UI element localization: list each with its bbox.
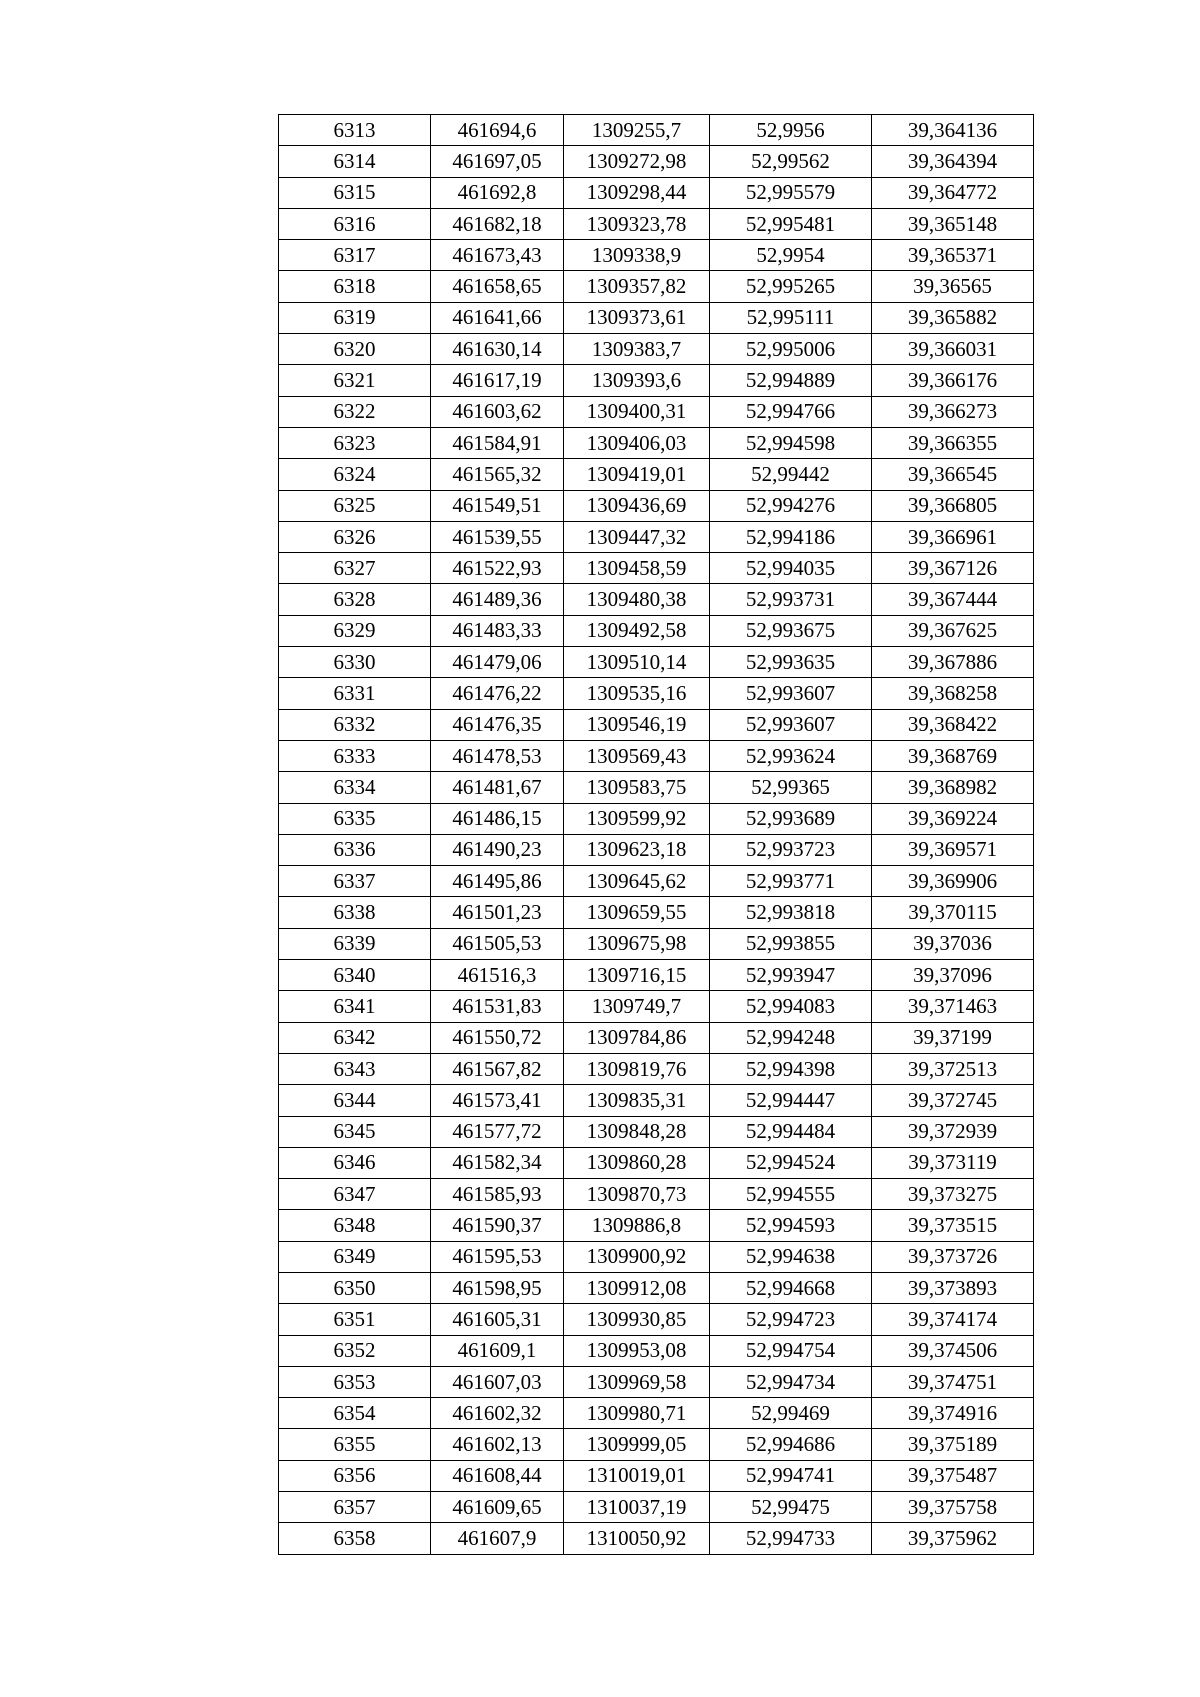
longitude-cell: 39,370115 (872, 897, 1034, 928)
longitude-cell: 39,366176 (872, 365, 1034, 396)
latitude-cell: 52,99442 (710, 459, 872, 490)
longitude-cell: 39,368422 (872, 709, 1034, 740)
table-row (279, 490, 1034, 521)
point-number-cell: 6332 (279, 709, 431, 740)
table-row (279, 1335, 1034, 1366)
point-number-cell: 6358 (279, 1523, 431, 1554)
x-coordinate-cell: 461602,13 (431, 1429, 564, 1460)
point-number-cell: 6357 (279, 1492, 431, 1523)
longitude-cell: 39,365371 (872, 240, 1034, 271)
table-row (279, 208, 1034, 239)
y-coordinate-cell: 1309912,08 (564, 1272, 710, 1303)
point-number-cell: 6354 (279, 1398, 431, 1429)
latitude-cell: 52,994766 (710, 396, 872, 427)
longitude-cell: 39,373515 (872, 1210, 1034, 1241)
point-number-cell: 6338 (279, 897, 431, 928)
longitude-cell: 39,372745 (872, 1085, 1034, 1116)
table-row (279, 928, 1034, 959)
point-number-cell: 6355 (279, 1429, 431, 1460)
point-number-cell: 6319 (279, 302, 431, 333)
latitude-cell: 52,993731 (710, 584, 872, 615)
table-row (279, 803, 1034, 834)
y-coordinate-cell: 1309675,98 (564, 928, 710, 959)
x-coordinate-cell: 461630,14 (431, 334, 564, 365)
latitude-cell: 52,994754 (710, 1335, 872, 1366)
point-number-cell: 6339 (279, 928, 431, 959)
table-row (279, 1053, 1034, 1084)
latitude-cell: 52,99365 (710, 772, 872, 803)
point-number-cell: 6325 (279, 490, 431, 521)
x-coordinate-cell: 461590,37 (431, 1210, 564, 1241)
latitude-cell: 52,994733 (710, 1523, 872, 1554)
table-row (279, 1085, 1034, 1116)
latitude-cell: 52,994593 (710, 1210, 872, 1241)
point-number-cell: 6331 (279, 678, 431, 709)
table-row (279, 1429, 1034, 1460)
table-row (279, 1179, 1034, 1210)
point-number-cell: 6327 (279, 553, 431, 584)
x-coordinate-cell: 461582,34 (431, 1147, 564, 1178)
x-coordinate-cell: 461608,44 (431, 1460, 564, 1491)
point-number-cell: 6335 (279, 803, 431, 834)
latitude-cell: 52,993947 (710, 960, 872, 991)
latitude-cell: 52,995006 (710, 334, 872, 365)
y-coordinate-cell: 1309599,92 (564, 803, 710, 834)
x-coordinate-cell: 461692,8 (431, 177, 564, 208)
latitude-cell: 52,99562 (710, 146, 872, 177)
point-number-cell: 6333 (279, 740, 431, 771)
table-row (279, 709, 1034, 740)
latitude-cell: 52,994734 (710, 1366, 872, 1397)
x-coordinate-cell: 461476,22 (431, 678, 564, 709)
latitude-cell: 52,995579 (710, 177, 872, 208)
latitude-cell: 52,994035 (710, 553, 872, 584)
y-coordinate-cell: 1310050,92 (564, 1523, 710, 1554)
longitude-cell: 39,368769 (872, 740, 1034, 771)
point-number-cell: 6345 (279, 1116, 431, 1147)
longitude-cell: 39,373893 (872, 1272, 1034, 1303)
longitude-cell: 39,367126 (872, 553, 1034, 584)
y-coordinate-cell: 1309298,44 (564, 177, 710, 208)
point-number-cell: 6317 (279, 240, 431, 271)
point-number-cell: 6348 (279, 1210, 431, 1241)
x-coordinate-cell: 461598,95 (431, 1272, 564, 1303)
table-row (279, 459, 1034, 490)
x-coordinate-cell: 461584,91 (431, 427, 564, 458)
longitude-cell: 39,374174 (872, 1304, 1034, 1335)
x-coordinate-cell: 461617,19 (431, 365, 564, 396)
latitude-cell: 52,9956 (710, 115, 872, 146)
latitude-cell: 52,993818 (710, 897, 872, 928)
y-coordinate-cell: 1309357,82 (564, 271, 710, 302)
point-number-cell: 6321 (279, 365, 431, 396)
y-coordinate-cell: 1309323,78 (564, 208, 710, 239)
y-coordinate-cell: 1309623,18 (564, 834, 710, 865)
longitude-cell: 39,365148 (872, 208, 1034, 239)
y-coordinate-cell: 1309373,61 (564, 302, 710, 333)
y-coordinate-cell: 1309848,28 (564, 1116, 710, 1147)
x-coordinate-cell: 461476,35 (431, 709, 564, 740)
longitude-cell: 39,375758 (872, 1492, 1034, 1523)
latitude-cell: 52,994638 (710, 1241, 872, 1272)
latitude-cell: 52,993635 (710, 647, 872, 678)
x-coordinate-cell: 461658,65 (431, 271, 564, 302)
x-coordinate-cell: 461549,51 (431, 490, 564, 521)
longitude-cell: 39,369906 (872, 866, 1034, 897)
table-row (279, 1492, 1034, 1523)
longitude-cell: 39,368982 (872, 772, 1034, 803)
x-coordinate-cell: 461505,53 (431, 928, 564, 959)
x-coordinate-cell: 461603,62 (431, 396, 564, 427)
y-coordinate-cell: 1309999,05 (564, 1429, 710, 1460)
longitude-cell: 39,37199 (872, 1022, 1034, 1053)
x-coordinate-cell: 461501,23 (431, 897, 564, 928)
longitude-cell: 39,367444 (872, 584, 1034, 615)
longitude-cell: 39,366961 (872, 521, 1034, 552)
x-coordinate-cell: 461522,93 (431, 553, 564, 584)
longitude-cell: 39,375962 (872, 1523, 1034, 1554)
latitude-cell: 52,994398 (710, 1053, 872, 1084)
x-coordinate-cell: 461641,66 (431, 302, 564, 333)
point-number-cell: 6346 (279, 1147, 431, 1178)
point-number-cell: 6337 (279, 866, 431, 897)
coordinates-table-body (279, 115, 1034, 1555)
table-row (279, 647, 1034, 678)
x-coordinate-cell: 461489,36 (431, 584, 564, 615)
y-coordinate-cell: 1309546,19 (564, 709, 710, 740)
latitude-cell: 52,993607 (710, 709, 872, 740)
table-row (279, 1147, 1034, 1178)
latitude-cell: 52,99469 (710, 1398, 872, 1429)
coordinates-table (278, 114, 1034, 1555)
latitude-cell: 52,993689 (710, 803, 872, 834)
table-row (279, 1241, 1034, 1272)
latitude-cell: 52,993855 (710, 928, 872, 959)
table-row (279, 146, 1034, 177)
latitude-cell: 52,994598 (710, 427, 872, 458)
x-coordinate-cell: 461539,55 (431, 521, 564, 552)
latitude-cell: 52,994555 (710, 1179, 872, 1210)
table-row (279, 427, 1034, 458)
x-coordinate-cell: 461673,43 (431, 240, 564, 271)
table-row (279, 584, 1034, 615)
latitude-cell: 52,995265 (710, 271, 872, 302)
latitude-cell: 52,994723 (710, 1304, 872, 1335)
table-row (279, 960, 1034, 991)
y-coordinate-cell: 1309930,85 (564, 1304, 710, 1335)
longitude-cell: 39,366273 (872, 396, 1034, 427)
point-number-cell: 6313 (279, 115, 431, 146)
x-coordinate-cell: 461609,65 (431, 1492, 564, 1523)
y-coordinate-cell: 1309835,31 (564, 1085, 710, 1116)
latitude-cell: 52,995111 (710, 302, 872, 333)
point-number-cell: 6343 (279, 1053, 431, 1084)
y-coordinate-cell: 1309583,75 (564, 772, 710, 803)
latitude-cell: 52,993723 (710, 834, 872, 865)
y-coordinate-cell: 1309535,16 (564, 678, 710, 709)
latitude-cell: 52,994686 (710, 1429, 872, 1460)
y-coordinate-cell: 1309819,76 (564, 1053, 710, 1084)
x-coordinate-cell: 461605,31 (431, 1304, 564, 1335)
y-coordinate-cell: 1309645,62 (564, 866, 710, 897)
table-row (279, 1210, 1034, 1241)
longitude-cell: 39,374751 (872, 1366, 1034, 1397)
longitude-cell: 39,367886 (872, 647, 1034, 678)
longitude-cell: 39,366031 (872, 334, 1034, 365)
y-coordinate-cell: 1309716,15 (564, 960, 710, 991)
point-number-cell: 6344 (279, 1085, 431, 1116)
y-coordinate-cell: 1309406,03 (564, 427, 710, 458)
x-coordinate-cell: 461682,18 (431, 208, 564, 239)
point-number-cell: 6356 (279, 1460, 431, 1491)
x-coordinate-cell: 461595,53 (431, 1241, 564, 1272)
table-row (279, 615, 1034, 646)
x-coordinate-cell: 461531,83 (431, 991, 564, 1022)
point-number-cell: 6326 (279, 521, 431, 552)
y-coordinate-cell: 1309953,08 (564, 1335, 710, 1366)
table-row (279, 1304, 1034, 1335)
point-number-cell: 6320 (279, 334, 431, 365)
latitude-cell: 52,9954 (710, 240, 872, 271)
longitude-cell: 39,372513 (872, 1053, 1034, 1084)
latitude-cell: 52,99475 (710, 1492, 872, 1523)
longitude-cell: 39,372939 (872, 1116, 1034, 1147)
longitude-cell: 39,368258 (872, 678, 1034, 709)
x-coordinate-cell: 461486,15 (431, 803, 564, 834)
y-coordinate-cell: 1309458,59 (564, 553, 710, 584)
table-row (279, 271, 1034, 302)
latitude-cell: 52,994889 (710, 365, 872, 396)
x-coordinate-cell: 461577,72 (431, 1116, 564, 1147)
latitude-cell: 52,994447 (710, 1085, 872, 1116)
longitude-cell: 39,36565 (872, 271, 1034, 302)
x-coordinate-cell: 461602,32 (431, 1398, 564, 1429)
point-number-cell: 6334 (279, 772, 431, 803)
table-row (279, 1116, 1034, 1147)
latitude-cell: 52,994248 (710, 1022, 872, 1053)
x-coordinate-cell: 461490,23 (431, 834, 564, 865)
longitude-cell: 39,364772 (872, 177, 1034, 208)
point-number-cell: 6347 (279, 1179, 431, 1210)
y-coordinate-cell: 1309338,9 (564, 240, 710, 271)
x-coordinate-cell: 461585,93 (431, 1179, 564, 1210)
point-number-cell: 6315 (279, 177, 431, 208)
longitude-cell: 39,371463 (872, 991, 1034, 1022)
longitude-cell: 39,365882 (872, 302, 1034, 333)
table-row (279, 334, 1034, 365)
longitude-cell: 39,364394 (872, 146, 1034, 177)
table-row (279, 678, 1034, 709)
table-row (279, 1366, 1034, 1397)
y-coordinate-cell: 1309383,7 (564, 334, 710, 365)
y-coordinate-cell: 1310019,01 (564, 1460, 710, 1491)
y-coordinate-cell: 1309980,71 (564, 1398, 710, 1429)
table-row (279, 177, 1034, 208)
y-coordinate-cell: 1309886,8 (564, 1210, 710, 1241)
point-number-cell: 6353 (279, 1366, 431, 1397)
table-row (279, 772, 1034, 803)
table-row (279, 365, 1034, 396)
table-row (279, 991, 1034, 1022)
y-coordinate-cell: 1309749,7 (564, 991, 710, 1022)
longitude-cell: 39,369571 (872, 834, 1034, 865)
point-number-cell: 6328 (279, 584, 431, 615)
y-coordinate-cell: 1309784,86 (564, 1022, 710, 1053)
latitude-cell: 52,993771 (710, 866, 872, 897)
latitude-cell: 52,994276 (710, 490, 872, 521)
table-row (279, 302, 1034, 333)
y-coordinate-cell: 1309447,32 (564, 521, 710, 552)
point-number-cell: 6342 (279, 1022, 431, 1053)
y-coordinate-cell: 1309900,92 (564, 1241, 710, 1272)
y-coordinate-cell: 1309510,14 (564, 647, 710, 678)
longitude-cell: 39,375189 (872, 1429, 1034, 1460)
latitude-cell: 52,994484 (710, 1116, 872, 1147)
point-number-cell: 6341 (279, 991, 431, 1022)
y-coordinate-cell: 1309569,43 (564, 740, 710, 771)
point-number-cell: 6318 (279, 271, 431, 302)
table-row (279, 740, 1034, 771)
y-coordinate-cell: 1309860,28 (564, 1147, 710, 1178)
y-coordinate-cell: 1309969,58 (564, 1366, 710, 1397)
longitude-cell: 39,373275 (872, 1179, 1034, 1210)
longitude-cell: 39,373119 (872, 1147, 1034, 1178)
y-coordinate-cell: 1309436,69 (564, 490, 710, 521)
table-row (279, 834, 1034, 865)
longitude-cell: 39,37096 (872, 960, 1034, 991)
latitude-cell: 52,994524 (710, 1147, 872, 1178)
latitude-cell: 52,993675 (710, 615, 872, 646)
y-coordinate-cell: 1309272,98 (564, 146, 710, 177)
latitude-cell: 52,993624 (710, 740, 872, 771)
x-coordinate-cell: 461479,06 (431, 647, 564, 678)
latitude-cell: 52,994668 (710, 1272, 872, 1303)
y-coordinate-cell: 1309870,73 (564, 1179, 710, 1210)
longitude-cell: 39,37036 (872, 928, 1034, 959)
table-row (279, 240, 1034, 271)
longitude-cell: 39,366545 (872, 459, 1034, 490)
table-row (279, 897, 1034, 928)
point-number-cell: 6323 (279, 427, 431, 458)
x-coordinate-cell: 461483,33 (431, 615, 564, 646)
longitude-cell: 39,375487 (872, 1460, 1034, 1491)
point-number-cell: 6350 (279, 1272, 431, 1303)
table-row (279, 1398, 1034, 1429)
latitude-cell: 52,995481 (710, 208, 872, 239)
point-number-cell: 6351 (279, 1304, 431, 1335)
longitude-cell: 39,373726 (872, 1241, 1034, 1272)
table-row (279, 521, 1034, 552)
x-coordinate-cell: 461565,32 (431, 459, 564, 490)
y-coordinate-cell: 1309492,58 (564, 615, 710, 646)
longitude-cell: 39,366355 (872, 427, 1034, 458)
x-coordinate-cell: 461478,53 (431, 740, 564, 771)
point-number-cell: 6330 (279, 647, 431, 678)
y-coordinate-cell: 1310037,19 (564, 1492, 710, 1523)
latitude-cell: 52,994186 (710, 521, 872, 552)
longitude-cell: 39,364136 (872, 115, 1034, 146)
x-coordinate-cell: 461573,41 (431, 1085, 564, 1116)
longitude-cell: 39,366805 (872, 490, 1034, 521)
x-coordinate-cell: 461516,3 (431, 960, 564, 991)
point-number-cell: 6314 (279, 146, 431, 177)
y-coordinate-cell: 1309400,31 (564, 396, 710, 427)
latitude-cell: 52,994741 (710, 1460, 872, 1491)
table-row (279, 1022, 1034, 1053)
y-coordinate-cell: 1309393,6 (564, 365, 710, 396)
x-coordinate-cell: 461495,86 (431, 866, 564, 897)
y-coordinate-cell: 1309419,01 (564, 459, 710, 490)
table-row (279, 553, 1034, 584)
x-coordinate-cell: 461481,67 (431, 772, 564, 803)
table-row (279, 396, 1034, 427)
longitude-cell: 39,374506 (872, 1335, 1034, 1366)
y-coordinate-cell: 1309480,38 (564, 584, 710, 615)
table-row (279, 1272, 1034, 1303)
table-row (279, 1460, 1034, 1491)
point-number-cell: 6329 (279, 615, 431, 646)
latitude-cell: 52,994083 (710, 991, 872, 1022)
point-number-cell: 6340 (279, 960, 431, 991)
table-row (279, 866, 1034, 897)
longitude-cell: 39,374916 (872, 1398, 1034, 1429)
point-number-cell: 6324 (279, 459, 431, 490)
table-row (279, 115, 1034, 146)
point-number-cell: 6316 (279, 208, 431, 239)
table-row (279, 1523, 1034, 1554)
y-coordinate-cell: 1309659,55 (564, 897, 710, 928)
longitude-cell: 39,367625 (872, 615, 1034, 646)
y-coordinate-cell: 1309255,7 (564, 115, 710, 146)
x-coordinate-cell: 461567,82 (431, 1053, 564, 1084)
point-number-cell: 6352 (279, 1335, 431, 1366)
x-coordinate-cell: 461609,1 (431, 1335, 564, 1366)
x-coordinate-cell: 461550,72 (431, 1022, 564, 1053)
point-number-cell: 6349 (279, 1241, 431, 1272)
latitude-cell: 52,993607 (710, 678, 872, 709)
x-coordinate-cell: 461607,03 (431, 1366, 564, 1397)
x-coordinate-cell: 461697,05 (431, 146, 564, 177)
point-number-cell: 6322 (279, 396, 431, 427)
longitude-cell: 39,369224 (872, 803, 1034, 834)
point-number-cell: 6336 (279, 834, 431, 865)
x-coordinate-cell: 461607,9 (431, 1523, 564, 1554)
x-coordinate-cell: 461694,6 (431, 115, 564, 146)
